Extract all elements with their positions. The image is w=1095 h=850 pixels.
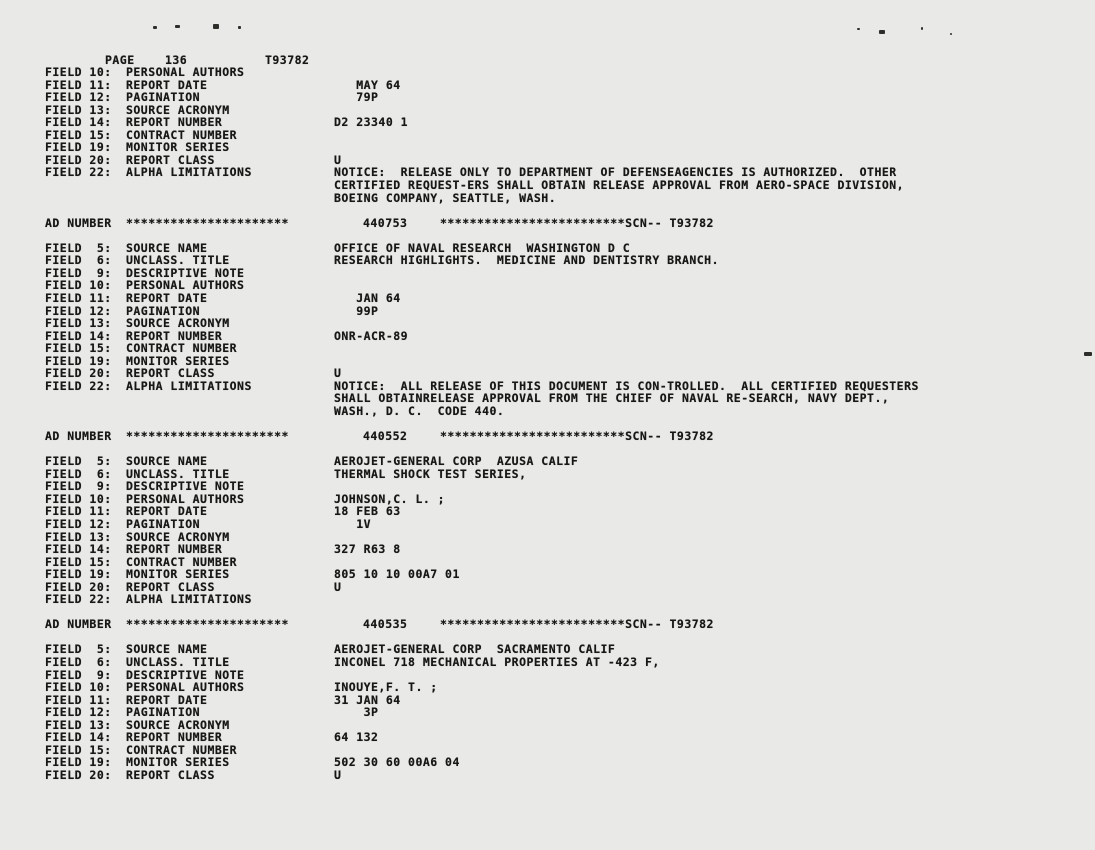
- field-id: FIELD 12:: [45, 517, 112, 531]
- separator-stars-scn: *************************SCN-- T93782: [440, 216, 714, 230]
- field-value: CERTIFIED REQUEST-ERS SHALL OBTAIN RELEASE APPROVAL FROM AERO-SPACE DIVISION,: [334, 178, 905, 192]
- field-value: 805 10 10 00A7 01: [334, 567, 460, 581]
- field-id: FIELD 20:: [45, 153, 112, 167]
- ad-number-value: 440753: [363, 216, 408, 230]
- field-label: MONITOR SERIES: [126, 354, 230, 368]
- field-label: PERSONAL AUTHORS: [126, 65, 245, 79]
- field-label: MONITOR SERIES: [126, 140, 230, 154]
- field-value: INCONEL 718 MECHANICAL PROPERTIES AT -423 F,: [334, 655, 660, 669]
- field-label: SOURCE ACRONYM: [126, 718, 230, 732]
- field-id: FIELD 20:: [45, 580, 112, 594]
- field-value: JAN 64: [334, 291, 401, 305]
- page-number: 136: [165, 53, 188, 67]
- field-value: NOTICE: RELEASE ONLY TO DEPARTMENT OF DEFENSEAGENCIES IS AUTHORIZED. OTHER: [334, 165, 897, 179]
- field-label: REPORT CLASS: [126, 768, 215, 782]
- field-value: 3P: [334, 705, 379, 719]
- field-label: DESCRIPTIVE NOTE: [126, 479, 245, 493]
- ad-number-separator-line: [0, 618, 1095, 631]
- field-line: [0, 769, 1095, 782]
- field-id: FIELD 12:: [45, 705, 112, 719]
- doc-id: T93782: [265, 53, 310, 67]
- scan-speck: [921, 27, 923, 30]
- ad-number-label: AD NUMBER: [45, 429, 112, 443]
- field-value: 18 FEB 63: [334, 504, 401, 518]
- field-value: 1V: [334, 517, 372, 531]
- field-id: FIELD 13:: [45, 103, 112, 117]
- field-label: REPORT CLASS: [126, 153, 215, 167]
- field-id: FIELD 22:: [45, 592, 112, 606]
- field-label: DESCRIPTIVE NOTE: [126, 668, 245, 682]
- field-value: RESEARCH HIGHLIGHTS. MEDICINE AND DENTISTRY BRANCH.: [334, 253, 719, 267]
- field-id: FIELD 14:: [45, 730, 112, 744]
- field-label: CONTRACT NUMBER: [126, 555, 238, 569]
- field-label: SOURCE NAME: [126, 454, 208, 468]
- field-id: FIELD 14:: [45, 542, 112, 556]
- field-value-continuation-line: [0, 392, 1095, 405]
- field-value: U: [334, 366, 342, 380]
- field-id: FIELD 10:: [45, 65, 112, 79]
- field-label: PAGINATION: [126, 304, 201, 318]
- field-value: MAY 64: [334, 78, 401, 92]
- field-label: ALPHA LIMITATIONS: [126, 165, 252, 179]
- field-id: FIELD 22:: [45, 379, 112, 393]
- scan-speck: [238, 26, 241, 29]
- field-id: FIELD 12:: [45, 90, 112, 104]
- field-value: BOEING COMPANY, SEATTLE, WASH.: [334, 191, 557, 205]
- field-label: SOURCE ACRONYM: [126, 103, 230, 117]
- field-id: FIELD 19:: [45, 567, 112, 581]
- scan-speck: [213, 24, 219, 29]
- ad-number-value: 440535: [363, 617, 408, 631]
- field-label: REPORT CLASS: [126, 366, 215, 380]
- separator-stars-left: **********************: [126, 429, 289, 443]
- separator-stars-left: **********************: [126, 617, 289, 631]
- field-label: REPORT DATE: [126, 693, 208, 707]
- field-id: FIELD 5:: [45, 642, 112, 656]
- ad-number-separator-line: [0, 430, 1095, 443]
- separator-stars-scn: *************************SCN-- T93782: [440, 617, 714, 631]
- page-label: PAGE: [105, 53, 135, 67]
- field-label: PERSONAL AUTHORS: [126, 492, 245, 506]
- separator-stars-left: **********************: [126, 216, 289, 230]
- field-label: PAGINATION: [126, 705, 201, 719]
- field-id: FIELD 22:: [45, 165, 112, 179]
- field-label: SOURCE NAME: [126, 642, 208, 656]
- field-label: REPORT NUMBER: [126, 115, 223, 129]
- field-id: FIELD 10:: [45, 680, 112, 694]
- field-id: FIELD 9:: [45, 479, 112, 493]
- field-id: FIELD 6:: [45, 655, 112, 669]
- field-label: MONITOR SERIES: [126, 567, 230, 581]
- field-value: NOTICE: ALL RELEASE OF THIS DOCUMENT IS CON-TROLLED. ALL CERTIFIED REQUESTERS: [334, 379, 919, 393]
- field-value: SHALL OBTAINRELEASE APPROVAL FROM THE CHIEF OF NAVAL RE-SEARCH, NAVY DEPT.,: [334, 391, 890, 405]
- field-id: FIELD 13:: [45, 530, 112, 544]
- field-value: 31 JAN 64: [334, 693, 401, 707]
- field-id: FIELD 13:: [45, 718, 112, 732]
- field-value: U: [334, 580, 342, 594]
- field-label: CONTRACT NUMBER: [126, 128, 238, 142]
- field-label: REPORT NUMBER: [126, 329, 223, 343]
- field-label: CONTRACT NUMBER: [126, 341, 238, 355]
- field-value: 79P: [334, 90, 379, 104]
- field-id: FIELD 15:: [45, 128, 112, 142]
- field-id: FIELD 6:: [45, 253, 112, 267]
- separator-stars-scn: *************************SCN-- T93782: [440, 429, 714, 443]
- field-id: FIELD 15:: [45, 341, 112, 355]
- scan-speck: [857, 28, 860, 30]
- field-label: REPORT CLASS: [126, 580, 215, 594]
- field-label: CONTRACT NUMBER: [126, 743, 238, 757]
- field-id: FIELD 11:: [45, 504, 112, 518]
- field-id: FIELD 13:: [45, 316, 112, 330]
- ad-number-label: AD NUMBER: [45, 216, 112, 230]
- field-value: 64 132: [334, 730, 379, 744]
- field-label: UNCLASS. TITLE: [126, 655, 230, 669]
- field-label: ALPHA LIMITATIONS: [126, 379, 252, 393]
- field-id: FIELD 11:: [45, 291, 112, 305]
- field-id: FIELD 11:: [45, 693, 112, 707]
- field-label: REPORT DATE: [126, 78, 208, 92]
- field-id: FIELD 5:: [45, 241, 112, 255]
- field-label: PAGINATION: [126, 517, 201, 531]
- field-id: FIELD 10:: [45, 278, 112, 292]
- field-id: FIELD 19:: [45, 755, 112, 769]
- ad-number-value: 440552: [363, 429, 408, 443]
- field-label: PAGINATION: [126, 90, 201, 104]
- scan-speck: [950, 33, 952, 35]
- field-id: FIELD 15:: [45, 743, 112, 757]
- field-id: FIELD 19:: [45, 140, 112, 154]
- field-id: FIELD 20:: [45, 366, 112, 380]
- field-label: REPORT DATE: [126, 291, 208, 305]
- field-id: FIELD 9:: [45, 266, 112, 280]
- scan-speck: [879, 30, 885, 34]
- field-value: 99P: [334, 304, 379, 318]
- field-label: PERSONAL AUTHORS: [126, 680, 245, 694]
- field-value: 502 30 60 00A6 04: [334, 755, 460, 769]
- field-value: JOHNSON,C. L. ;: [334, 492, 446, 506]
- field-label: REPORT DATE: [126, 504, 208, 518]
- field-label: SOURCE NAME: [126, 241, 208, 255]
- field-id: FIELD 14:: [45, 329, 112, 343]
- field-value: AEROJET-GENERAL CORP SACRAMENTO CALIF: [334, 642, 616, 656]
- field-label: SOURCE ACRONYM: [126, 530, 230, 544]
- field-id: FIELD 15:: [45, 555, 112, 569]
- field-value: THERMAL SHOCK TEST SERIES,: [334, 467, 527, 481]
- field-value: WASH., D. C. CODE 440.: [334, 404, 505, 418]
- ad-number-separator-line: [0, 217, 1095, 230]
- scan-speck: [153, 26, 157, 29]
- field-label: SOURCE ACRONYM: [126, 316, 230, 330]
- ad-number-label: AD NUMBER: [45, 617, 112, 631]
- field-id: FIELD 9:: [45, 668, 112, 682]
- field-line: [0, 593, 1095, 606]
- field-value: 327 R63 8: [334, 542, 401, 556]
- field-label: REPORT NUMBER: [126, 542, 223, 556]
- field-id: FIELD 20:: [45, 768, 112, 782]
- field-value: U: [334, 768, 342, 782]
- scan-speck: [1084, 352, 1092, 356]
- field-id: FIELD 19:: [45, 354, 112, 368]
- field-value: OFFICE OF NAVAL RESEARCH WASHINGTON D C: [334, 241, 631, 255]
- field-label: REPORT NUMBER: [126, 730, 223, 744]
- field-value: D2 23340 1: [334, 115, 409, 129]
- field-id: FIELD 6:: [45, 467, 112, 481]
- field-label: UNCLASS. TITLE: [126, 467, 230, 481]
- scan-speck: [175, 25, 180, 28]
- field-label: UNCLASS. TITLE: [126, 253, 230, 267]
- field-value: INOUYE,F. T. ;: [334, 680, 438, 694]
- field-label: ALPHA LIMITATIONS: [126, 592, 252, 606]
- field-label: DESCRIPTIVE NOTE: [126, 266, 245, 280]
- field-value-continuation-line: [0, 192, 1095, 205]
- field-label: PERSONAL AUTHORS: [126, 278, 245, 292]
- field-id: FIELD 10:: [45, 492, 112, 506]
- field-value: ONR-ACR-89: [334, 329, 409, 343]
- field-id: FIELD 14:: [45, 115, 112, 129]
- field-value-continuation-line: [0, 405, 1095, 418]
- field-value: AEROJET-GENERAL CORP AZUSA CALIF: [334, 454, 579, 468]
- field-value: U: [334, 153, 342, 167]
- field-id: FIELD 12:: [45, 304, 112, 318]
- field-id: FIELD 5:: [45, 454, 112, 468]
- field-label: MONITOR SERIES: [126, 755, 230, 769]
- field-id: FIELD 11:: [45, 78, 112, 92]
